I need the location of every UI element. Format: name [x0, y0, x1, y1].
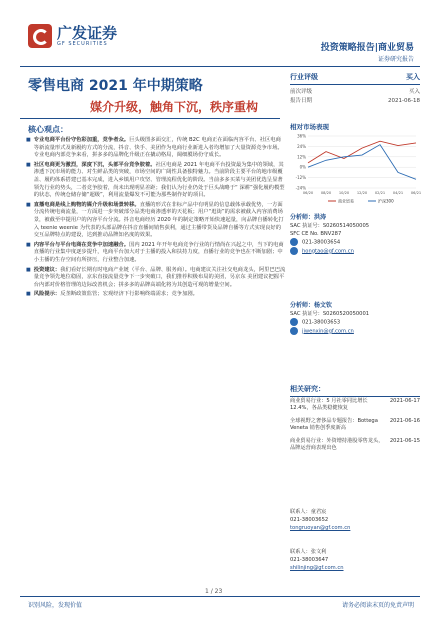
brand-name-cn: 广发证券	[57, 23, 118, 42]
y-tick-label: 36%	[297, 133, 306, 139]
contact-phone: 021-38003652	[290, 517, 329, 523]
paragraph-lead: 投资建议：	[33, 266, 61, 273]
prev-rating-row	[290, 88, 420, 97]
related-research-item[interactable]	[290, 418, 420, 433]
series-line	[308, 141, 416, 163]
related-research-item[interactable]	[290, 438, 420, 453]
analyst-name: 杨文钦	[314, 302, 333, 309]
analyst-phone	[290, 238, 420, 247]
analyst-title: 分析师：	[290, 302, 315, 309]
x-tick-label: 02/21	[374, 191, 386, 195]
bullet-icon: ■	[26, 161, 31, 168]
report-date-label: 报告日期	[290, 98, 313, 104]
analyst-2-heading	[290, 300, 332, 309]
related-research-heading: 相关研究：	[290, 384, 420, 397]
x-tick-label: 08/20	[320, 191, 332, 195]
contact-name: 张文利	[310, 549, 327, 555]
contact-label: 联系人：	[290, 549, 311, 555]
contact-2	[290, 548, 420, 572]
footer-divider	[20, 596, 420, 597]
contact-heading	[290, 508, 420, 516]
contact-label: 联系人：	[290, 509, 311, 515]
related-research-date: 2021-06-15	[389, 437, 420, 444]
paragraph	[26, 137, 286, 160]
brand-logo	[28, 24, 117, 48]
analyst-name: 洪涛	[314, 214, 327, 221]
y-tick-label: 0%	[299, 164, 306, 170]
report-type: 投资策略报告|商业贸易	[320, 43, 414, 53]
paragraph	[26, 267, 286, 290]
rating-value: 买入	[406, 73, 420, 81]
contact-email-link[interactable]: tongruoyan@gf.com.cn	[290, 525, 351, 531]
bullet-icon: ■	[26, 291, 31, 298]
analyst-1-details	[290, 222, 420, 255]
paragraph-text: 巨头级图多面交汇，传统 B2C 电商正在面临内容平台、社区电商等新流量形式及新履约方式的分流，抖音、快手、美团作为电商行业新进入者均增加了大量资源竞争市场。专业电商内部竞争来看，拼多多的品牌化升级正在撬动格局，阔细膜场份守成长。	[33, 137, 283, 159]
y-tick-label: 24%	[297, 143, 306, 149]
x-tick-label: 12/20	[356, 191, 368, 195]
rating-panel	[290, 72, 420, 106]
contact-heading	[290, 548, 420, 556]
paragraph-text: 直播的形式在非标产品中有明显的信息载体承载优势，一方面分流传统电商流量，一方面进一步突破部分品类电商渗透率的天花板；用户“逛街”的需求被截入内容消费场景，被截至中提用户的內容平台分流。抖音电商经历 2020 年的制定策略开始快速起量，向品牌自播转化打入 teenie weenie 为代表的头部品牌在抖音直播间销售获利，通过主播带货及品牌自播等方式实现良好的交互品牌特点的建设，达到推动品牌知名度的效果。	[33, 201, 284, 239]
x-tick-label: 06/20	[302, 191, 314, 195]
footer-disclaimer: 请务必阅读末页的免责声明	[341, 602, 414, 609]
analyst-license: SAC 执证号：S0260520050001	[290, 311, 370, 317]
x-tick-label: 04/21	[392, 191, 404, 195]
report-category: 证券研究报告	[377, 56, 414, 63]
bullet-icon: ■	[26, 201, 31, 208]
analyst-license-sfc: SFC CE No. BNV287	[290, 231, 342, 237]
paragraph	[26, 202, 286, 240]
analyst-1-heading	[290, 212, 326, 221]
paragraph-text: 反垄断政策监管；宏观经济下行影响终端需求；竞争加剧。	[60, 291, 198, 298]
rating-label: 行业评级	[290, 73, 318, 81]
paragraph	[26, 242, 286, 265]
title-divider	[20, 118, 280, 119]
related-research-title: 全球视野之奢侈品专题报告：Bottega Veneta 销售创季度新高	[290, 417, 378, 432]
analyst-license: SAC 执证号：S0260514050005	[290, 223, 370, 229]
report-date-value: 2021-06-18	[388, 98, 420, 104]
y-tick-label: -12%	[295, 175, 306, 181]
paragraph-lead: 内容平台与平台电商在竞争中加速融合。	[33, 241, 130, 248]
relative-performance-chart	[290, 132, 420, 204]
x-tick-label: 10/20	[338, 191, 350, 195]
analyst-2-details	[290, 310, 420, 335]
bullet-icon: ■	[26, 241, 31, 248]
page-number: 1 / 23	[205, 588, 223, 595]
prev-rating-label: 前次评级	[290, 89, 313, 95]
related-research-item[interactable]	[290, 398, 420, 413]
paragraph-lead: 专业电商平台份守色彩加重，竞争者众。	[33, 137, 130, 143]
bullet-icon: ■	[26, 266, 31, 273]
paragraph	[26, 162, 286, 200]
related-research-list	[290, 398, 420, 457]
analyst-email	[290, 327, 420, 336]
paragraph-lead: 风险提示：	[33, 291, 61, 298]
gf-logo-icon	[28, 24, 52, 48]
related-research-date: 2021-06-16	[389, 417, 420, 424]
x-tick-label: 06/21	[410, 191, 422, 195]
contact-phone: 021-38003647	[290, 557, 329, 563]
email-icon	[290, 247, 298, 255]
related-research-date: 2021-06-17	[389, 398, 420, 404]
header-divider	[20, 66, 420, 67]
series-line	[308, 145, 416, 180]
footer-slogan: 识别风险，发现价值	[28, 602, 83, 609]
core-views-body	[26, 137, 286, 301]
prev-rating-value: 买入	[408, 89, 420, 95]
analyst-email	[290, 247, 420, 256]
contact-1	[290, 508, 420, 532]
paragraph-text: 国内 2021 年开年电商竞争行业的行情尚在兴起之中，当下的电商直播的行业集中度逐步提升，电商平台加大对于主播的投入和扶持力度，直播行业的竞争也在不断加剧；中小主播的生存空间有所挤压，行业整合加速。	[33, 241, 284, 263]
analyst-phone	[290, 318, 420, 327]
analyst-email-link[interactable]: hongtao@gf.com.cn	[302, 248, 354, 254]
email-icon	[290, 327, 298, 335]
related-research-title: 商业贸易行业：外资增持港股零售龙头，品牌运营商表现出色	[290, 437, 384, 452]
page-title: 零售电商 2021 年中期策略	[28, 78, 203, 94]
page-subtitle: 媒介升级，触角下沉，秩序重构	[90, 100, 259, 114]
y-tick-label: -24%	[295, 185, 306, 191]
brand-name-en: GF SECURITIES	[57, 40, 108, 47]
contact-name: 童君宸	[310, 509, 327, 515]
paragraph-text: 社区电商是 2021 年电商平台投资最为集中的领域，其渗透下沉市场的能力、对生鲜品类的突破，市场空间的广阔性具备独特魅力。当前阶段主要平台的地市级覆盖、履约体系搭建已基本完成，进入乡镇用户攻坚、管理流程优化的阶段。当前多多买菜与美团优选呈显著领先行业的势头，二者竞争胶着，尚未出现明显差距；我们认为行业仍处于巨头战略于“ 深耕”强化履约模型的状态，传统仓储存储“超级”，利用流量爆发不可能为那些制作好的项目。	[33, 161, 285, 199]
related-research-title: 商业贸易行业：5 月社零同比增长 12.4%，各品类稳健恢复	[290, 398, 368, 412]
bullet-icon: ■	[26, 137, 31, 143]
paragraph-text: 我们看好长期有时电商产业链（平台、品牌、服务商）。电商建议关注社交电商龙头，阿里巴巴流量竞争领先地位稳固，京东直接流量竞争下一步突破口，我们推荐积极布局的美团，另京东 美团建议把握平台内部对价格管理的边际改善机会；拼多多的品牌高端化将为其创造可观的增量空间。	[33, 266, 286, 288]
analyst-email-link[interactable]: jiwenxin@gf.com.cn	[302, 328, 354, 334]
analyst-title: 分析师：	[290, 214, 315, 221]
report-date-row	[290, 97, 420, 106]
paragraph-lead: 社区电商更为激烈，深度下沉，头部平台竞争胶着。	[33, 161, 156, 168]
phone-icon	[290, 318, 298, 326]
contact-email-link[interactable]: shilinjing@gf.com.cn	[290, 565, 344, 571]
core-views-heading: 核心观点：	[28, 125, 68, 134]
paragraph-lead: 直播电商是线上购物的媒介升级和场景转移。	[33, 201, 140, 208]
rating-header	[290, 72, 420, 85]
paragraph	[26, 291, 286, 299]
analyst-phone-value: 021-38003653	[302, 319, 341, 326]
chart-title: 相对市场表现	[290, 123, 329, 131]
phone-icon	[290, 238, 298, 246]
y-tick-label: 12%	[297, 154, 306, 160]
legend-label: 商业贸易	[338, 198, 354, 204]
analyst-phone-value: 021-38003654	[302, 239, 341, 246]
legend-label: 沪深300	[378, 198, 394, 204]
